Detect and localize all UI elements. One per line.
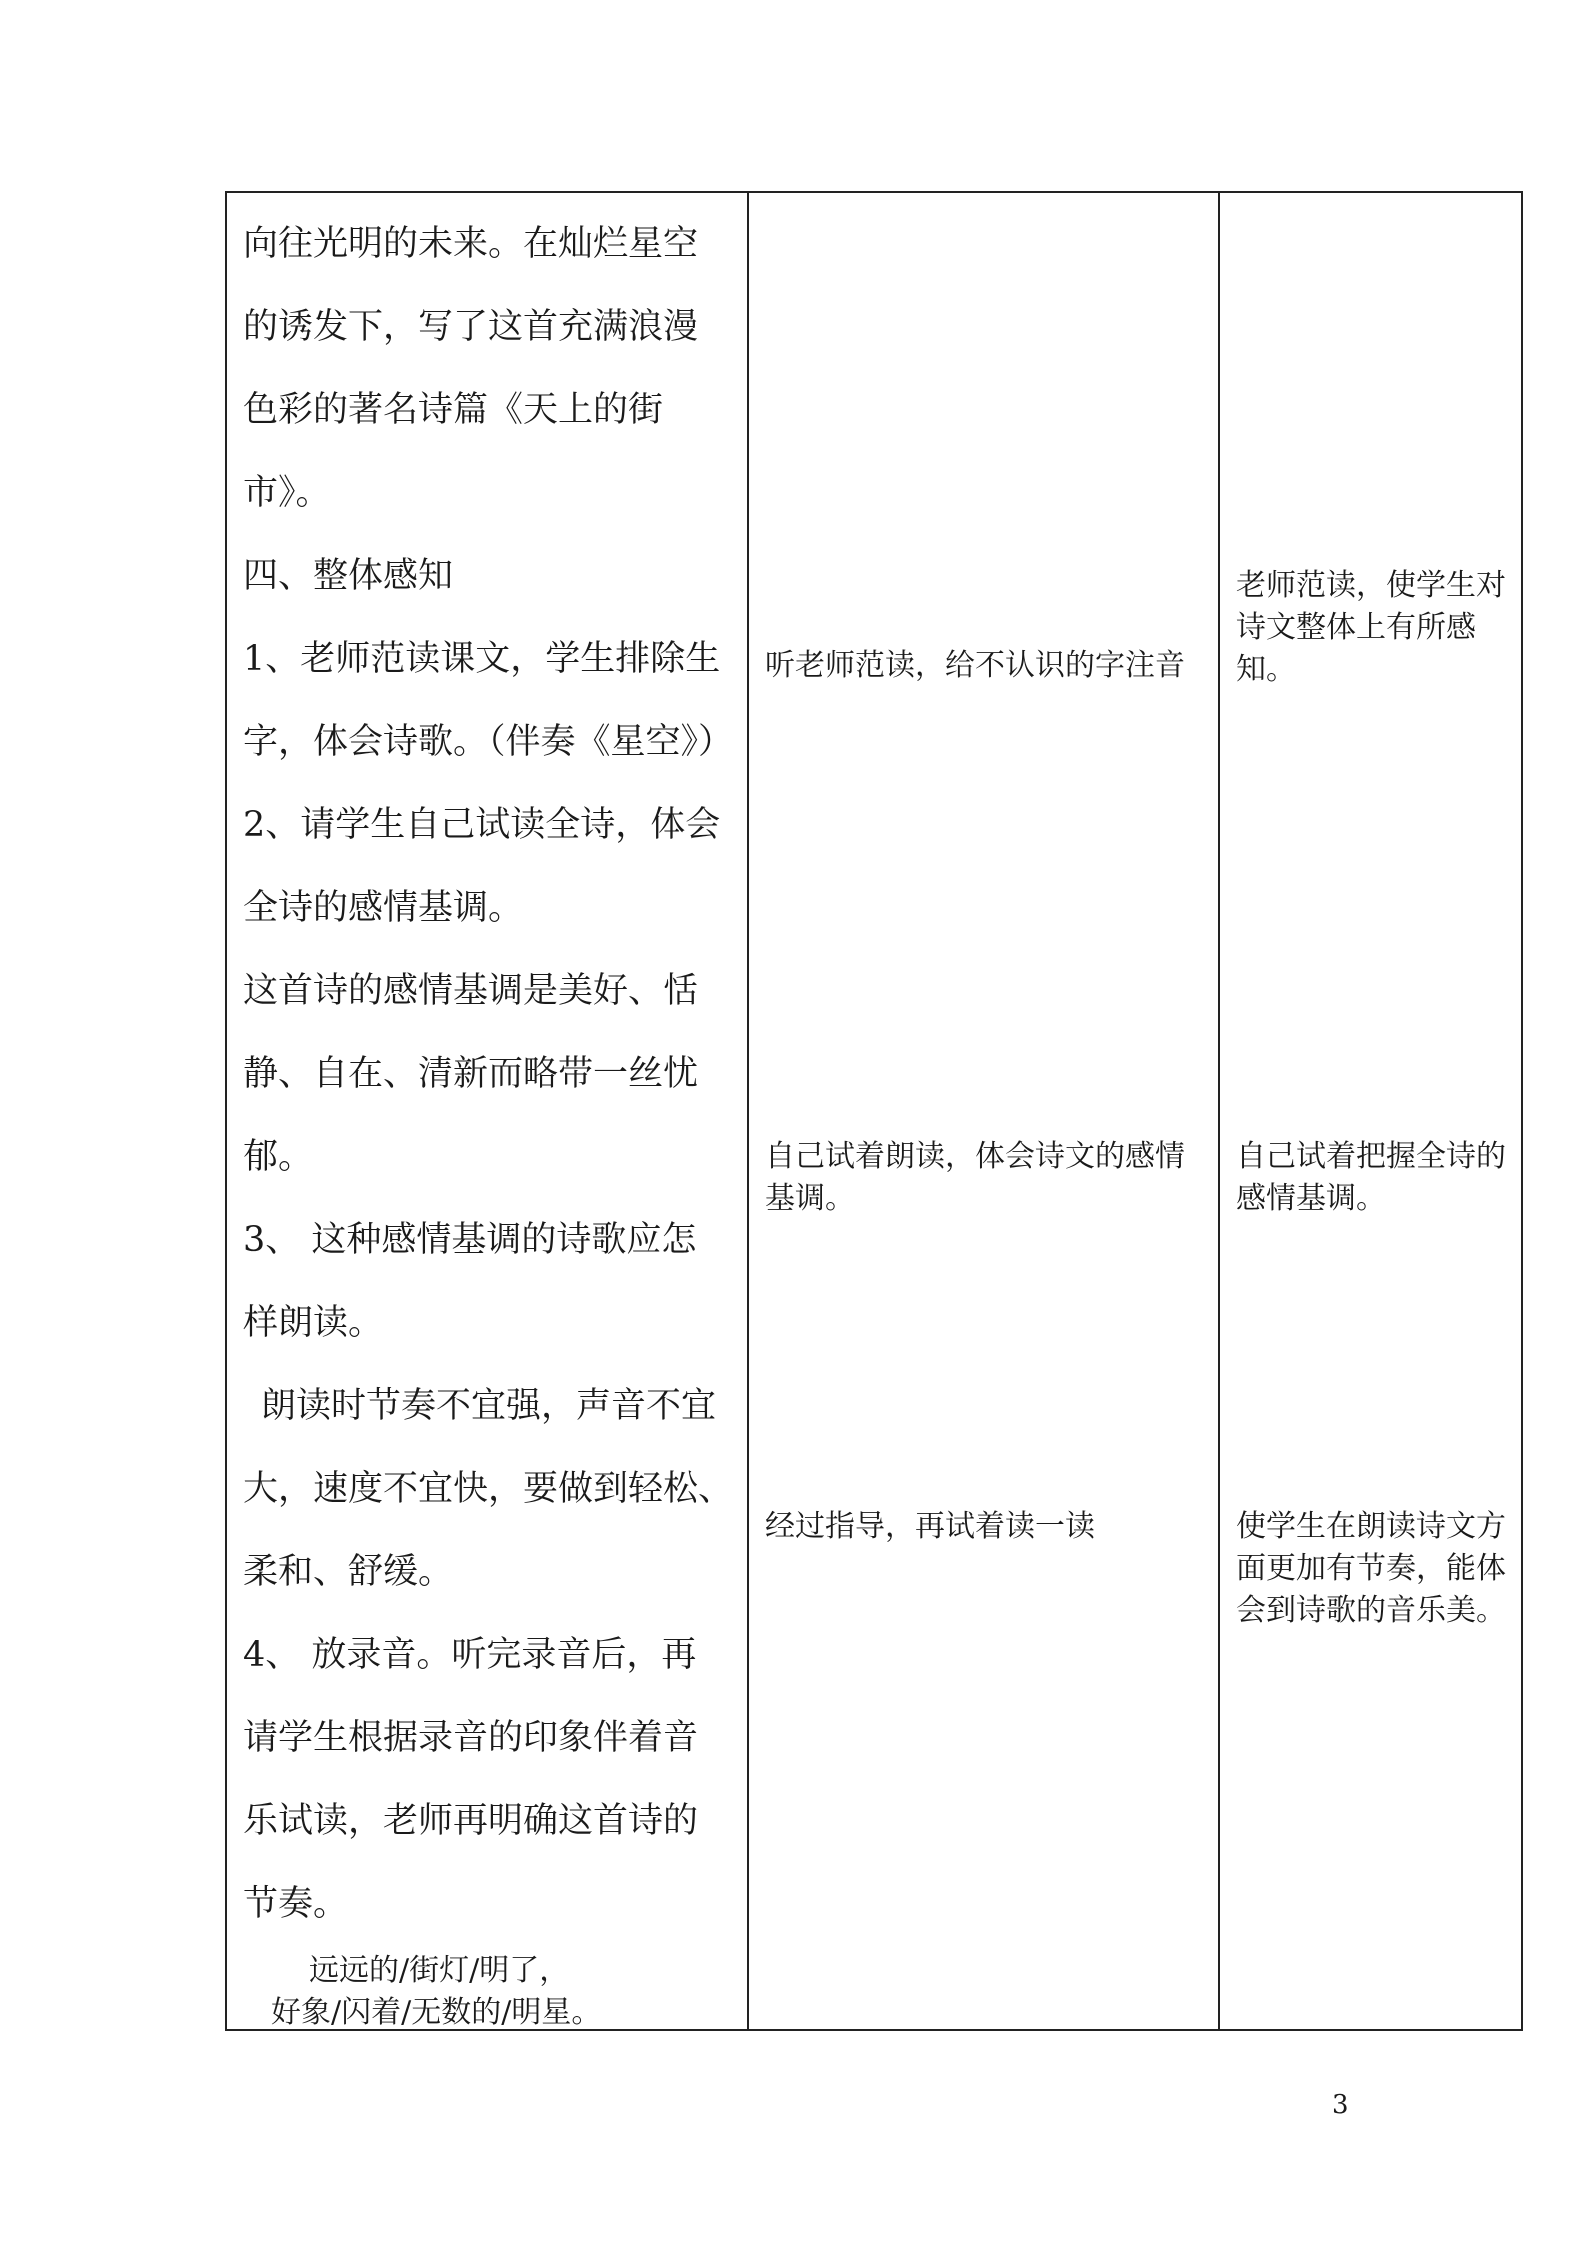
text-line: 3、 这种感情基调的诗歌应怎 [243, 1220, 697, 1260]
text-line: 朗读时节奏不宜强，声音不宜 [261, 1386, 717, 1426]
text-line: 1、老师范读课文，学生排除生 [243, 639, 721, 679]
text-line: 大，速度不宜快，要做到轻松、 [243, 1469, 734, 1509]
text-line: 乐试读，老师再明确这首诗的 [243, 1801, 699, 1841]
text-line: 郁。 [243, 1137, 314, 1177]
design-intent-3: 使学生在朗读诗文方面更加有节奏，能体会到诗歌的音乐美。 [1236, 1509, 1506, 1628]
text-line: 2、请学生自己试读全诗，体会 [243, 805, 721, 845]
student-activity-guided: 经过指导，再试着读一读 [765, 1509, 1095, 1544]
section-heading: 四、整体感知 [243, 556, 454, 596]
text-line: 样朗读。 [243, 1303, 384, 1343]
text-line: 节奏。 [243, 1884, 349, 1924]
text-line: 字，体会诗歌。（伴奏《星空》） [243, 722, 734, 762]
text-line: 请学生根据录音的印象伴着音 [243, 1718, 699, 1758]
poem-line: 好象/闪着/无数的/明星。 [271, 1995, 602, 2030]
teacher-activity-column [243, 203, 735, 2034]
text-line: 柔和、舒缓。 [243, 1552, 454, 1592]
text-line: 4、 放录音。听完录音后，再 [243, 1635, 697, 1675]
column-divider [747, 193, 749, 2029]
text-line: 色彩的著名诗篇《天上的街 [243, 390, 664, 430]
text-line: 这首诗的感情基调是美好、恬 [243, 971, 699, 1011]
design-intent-2: 自己试着把握全诗的感情基调。 [1236, 1139, 1506, 1216]
text-line: 静、自在、清新而略带一丝忧 [243, 1054, 699, 1094]
lesson-plan-table [225, 191, 1523, 2031]
student-activity-listen: 听老师范读，给不认识的字注音 [765, 648, 1185, 683]
page-number: 3 [1332, 2090, 1349, 2120]
text-line: 全诗的感情基调。 [243, 888, 524, 928]
poem-line: 远远的/街灯/明了， [309, 1953, 570, 1988]
student-activity-self-read: 自己试着朗读，体会诗文的感情基调。 [765, 1139, 1185, 1216]
design-intent-1: 老师范读，使学生对诗文整体上有所感知。 [1236, 568, 1506, 687]
column-divider [1218, 193, 1220, 2029]
text-line: 的诱发下，写了这首充满浪漫 [243, 307, 699, 347]
text-line: 向往光明的未来。在灿烂星空 [243, 224, 699, 264]
text-line: 市》。 [243, 473, 331, 513]
